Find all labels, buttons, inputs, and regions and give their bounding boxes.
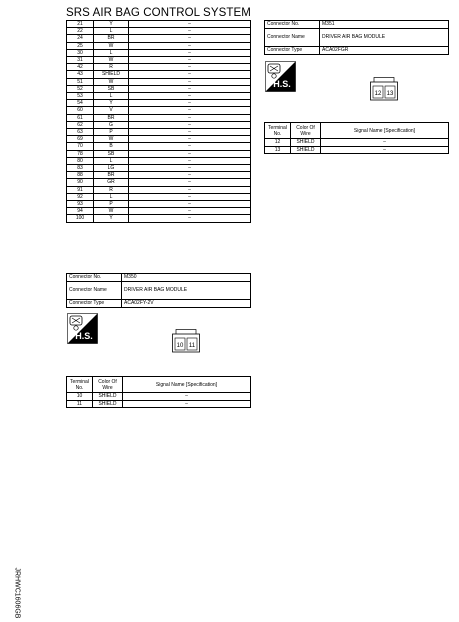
connector-m350-info — [66, 273, 251, 308]
signal-cell: – — [129, 165, 251, 172]
signal-cell: – — [129, 42, 251, 49]
table-row — [67, 129, 251, 136]
table-row — [67, 57, 251, 64]
terminal-cell: 11 — [67, 400, 93, 408]
table-row — [67, 201, 251, 208]
connector-m351-face — [370, 77, 398, 101]
color-cell: Y — [94, 100, 129, 107]
color-cell: R — [94, 186, 129, 193]
terminal-cell: 61 — [67, 114, 94, 121]
color-cell: G — [94, 121, 129, 128]
color-of-wire-header: Color Of Wire — [93, 377, 123, 393]
color-of-wire-header: Color Of Wire — [291, 123, 321, 139]
table-row — [67, 165, 251, 172]
figure-code: JRHWC1606GB — [13, 567, 21, 619]
connector-no-label: Connector No. — [67, 274, 122, 282]
signal-cell: – — [129, 114, 251, 121]
color-cell: SHIELD — [291, 146, 321, 154]
signal-cell: – — [129, 215, 251, 222]
table-row — [67, 179, 251, 186]
color-cell: BR — [94, 35, 129, 42]
terminal-cell: 69 — [67, 136, 94, 143]
hs-label: H.S. — [273, 79, 291, 89]
connector-type-label: Connector Type — [265, 47, 320, 55]
connector-type-value: ACA02FGR — [320, 47, 449, 55]
signal-cell: – — [129, 49, 251, 56]
connector-type-label: Connector Type — [67, 300, 122, 308]
table-row — [67, 215, 251, 222]
color-cell: V — [94, 107, 129, 114]
connector-no-value: M351 — [320, 21, 449, 29]
table-row — [67, 42, 251, 49]
signal-cell: – — [129, 100, 251, 107]
terminal-cell: 60 — [67, 107, 94, 114]
color-cell: SB — [94, 85, 129, 92]
signal-cell: – — [129, 21, 251, 28]
color-cell: L — [94, 157, 129, 164]
color-cell: R — [94, 64, 129, 71]
color-cell: L — [94, 193, 129, 200]
signal-cell: – — [129, 208, 251, 215]
color-cell: SHIELD — [93, 393, 123, 401]
signal-cell: – — [129, 85, 251, 92]
color-cell: BR — [94, 172, 129, 179]
terminal-no-header: Terminal No. — [67, 377, 93, 393]
color-cell: W — [94, 136, 129, 143]
connector-m350-face — [172, 329, 200, 353]
terminal-cell: 92 — [67, 193, 94, 200]
terminal-cell: 93 — [67, 201, 94, 208]
table-row — [67, 85, 251, 92]
terminal-cell: 25 — [67, 42, 94, 49]
table-row — [67, 121, 251, 128]
table-row — [67, 143, 251, 150]
page-title: SRS AIR BAG CONTROL SYSTEM — [66, 7, 251, 19]
terminal-cell: 70 — [67, 143, 94, 150]
signal-cell: – — [129, 150, 251, 157]
terminal-cell: 31 — [67, 57, 94, 64]
terminal-cell: 43 — [67, 71, 94, 78]
color-cell: B — [94, 143, 129, 150]
color-cell: W — [94, 78, 129, 85]
connector-name-value: DRIVER AIR BAG MODULE — [320, 29, 449, 47]
color-cell: SB — [94, 150, 129, 157]
signal-cell: – — [321, 139, 449, 147]
table-row — [67, 49, 251, 56]
terminal-cell: 94 — [67, 208, 94, 215]
table-row — [67, 150, 251, 157]
table-row — [67, 21, 251, 28]
signal-cell: – — [129, 201, 251, 208]
signal-cell: – — [321, 146, 449, 154]
signal-cell: – — [129, 129, 251, 136]
signal-cell: – — [129, 35, 251, 42]
signal-cell: – — [129, 57, 251, 64]
color-cell: W — [94, 42, 129, 49]
signal-cell: – — [129, 71, 251, 78]
color-cell: Y — [94, 21, 129, 28]
table-row — [67, 100, 251, 107]
color-cell: L — [94, 93, 129, 100]
terminal-wire-table — [66, 20, 251, 223]
color-cell: Y — [94, 215, 129, 222]
terminal-no-header: Terminal No. — [265, 123, 291, 139]
signal-cell: – — [129, 186, 251, 193]
signal-cell: – — [129, 179, 251, 186]
pin-12-label: 12 — [374, 91, 382, 97]
pin-10-label: 10 — [176, 343, 184, 349]
color-cell: W — [94, 208, 129, 215]
harness-side-icon — [265, 61, 296, 92]
table-row — [67, 28, 251, 35]
color-cell: L — [94, 49, 129, 56]
terminal-cell: 62 — [67, 121, 94, 128]
table-row — [67, 78, 251, 85]
terminal-cell: 10 — [67, 393, 93, 401]
signal-cell: – — [123, 400, 251, 408]
connector-m351-info — [264, 20, 449, 55]
signal-cell: – — [129, 172, 251, 179]
terminal-cell: 24 — [67, 35, 94, 42]
terminal-cell: 30 — [67, 49, 94, 56]
table-row — [67, 157, 251, 164]
table-row — [67, 208, 251, 215]
signal-cell: – — [129, 143, 251, 150]
terminal-cell: 90 — [67, 179, 94, 186]
signal-cell: – — [129, 193, 251, 200]
connector-type-value: ACA02FY-2V — [122, 300, 251, 308]
terminal-cell: 51 — [67, 78, 94, 85]
connector-name-label: Connector Name — [67, 282, 122, 300]
connector-no-label: Connector No. — [265, 21, 320, 29]
signal-cell: – — [129, 157, 251, 164]
terminal-cell: 22 — [67, 28, 94, 35]
terminal-cell: 42 — [67, 64, 94, 71]
terminal-cell: 54 — [67, 100, 94, 107]
color-cell: BR — [94, 114, 129, 121]
connector-name-label: Connector Name — [265, 29, 320, 47]
terminal-cell: 12 — [265, 139, 291, 147]
signal-cell: – — [123, 393, 251, 401]
signal-cell: – — [129, 78, 251, 85]
table-row — [67, 193, 251, 200]
terminal-cell: 78 — [67, 150, 94, 157]
table-row — [67, 64, 251, 71]
color-cell: SHIELD — [93, 400, 123, 408]
table-row — [67, 114, 251, 121]
terminal-cell: 21 — [67, 21, 94, 28]
terminal-cell: 63 — [67, 129, 94, 136]
hs-label: H.S. — [75, 331, 93, 341]
terminal-cell: 91 — [67, 186, 94, 193]
terminal-cell: 53 — [67, 93, 94, 100]
terminal-cell: 52 — [67, 85, 94, 92]
color-cell: SHIELD — [94, 71, 129, 78]
table-row — [67, 71, 251, 78]
terminal-cell: 83 — [67, 165, 94, 172]
table-row — [67, 186, 251, 193]
signal-cell: – — [129, 121, 251, 128]
signal-cell: – — [129, 64, 251, 71]
harness-side-icon — [67, 313, 98, 344]
connector-m350-terminal-table — [66, 376, 251, 408]
color-cell: L — [94, 28, 129, 35]
table-row — [67, 172, 251, 179]
pin-13-label: 13 — [386, 91, 394, 97]
table-row — [67, 35, 251, 42]
connector-m351-terminal-table — [264, 122, 449, 154]
terminal-cell: 80 — [67, 157, 94, 164]
signal-cell: – — [129, 136, 251, 143]
color-cell: SHIELD — [291, 139, 321, 147]
terminal-cell: 100 — [67, 215, 94, 222]
terminal-cell: 13 — [265, 146, 291, 154]
color-cell: LG — [94, 165, 129, 172]
pin-11-label: 11 — [188, 343, 196, 349]
color-cell: P — [94, 201, 129, 208]
connector-name-value: DRIVER AIR BAG MODULE — [122, 282, 251, 300]
table-row — [67, 107, 251, 114]
table-row — [67, 93, 251, 100]
signal-name-header: Signal Name [Specification] — [123, 377, 251, 393]
table-row — [67, 136, 251, 143]
color-cell: GR — [94, 179, 129, 186]
color-cell: P — [94, 129, 129, 136]
signal-name-header: Signal Name [Specification] — [321, 123, 449, 139]
color-cell: W — [94, 57, 129, 64]
signal-cell: – — [129, 107, 251, 114]
signal-cell: – — [129, 28, 251, 35]
signal-cell: – — [129, 93, 251, 100]
terminal-cell: 88 — [67, 172, 94, 179]
connector-no-value: M350 — [122, 274, 251, 282]
